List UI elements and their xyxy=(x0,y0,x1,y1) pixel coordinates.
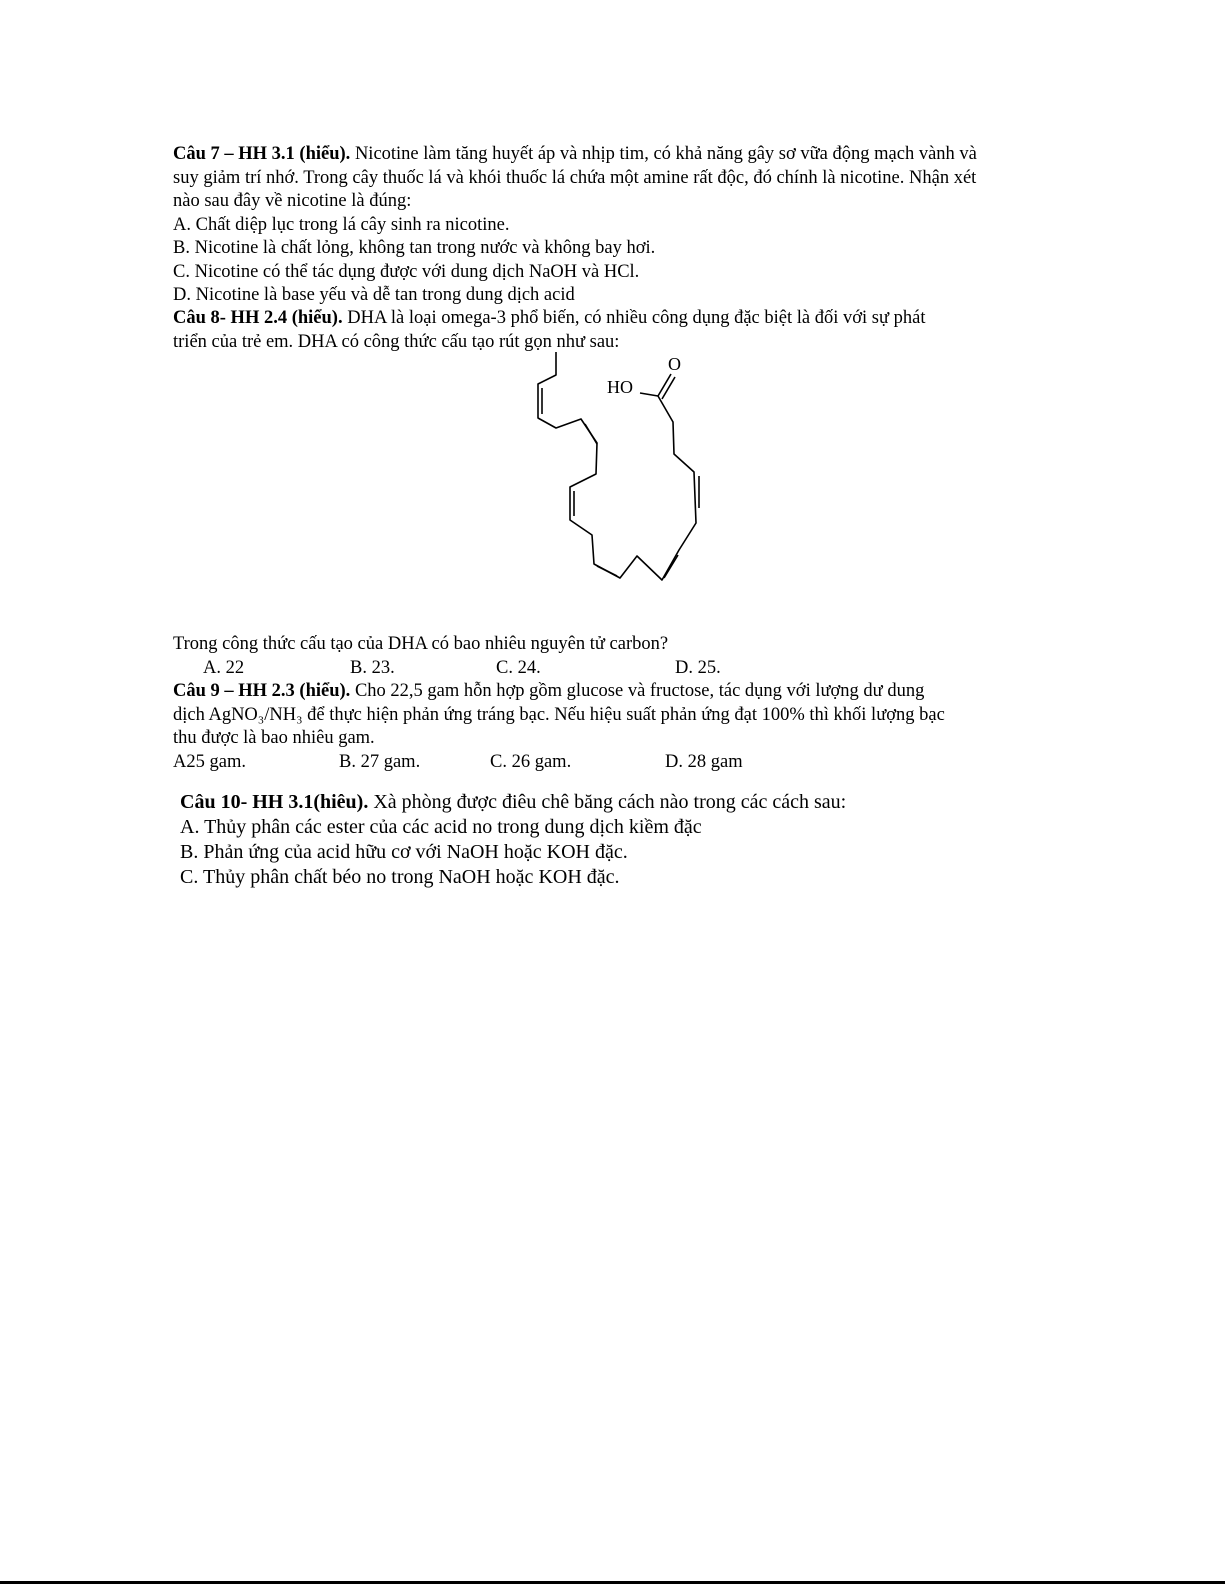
question-8-label: Câu 8- HH 2.4 (hiểu). xyxy=(173,308,343,328)
double-bond-5 xyxy=(664,555,678,578)
question-8-stem-line2: triển của trẻ em. DHA có công thức cấu tạo rút gọn như sau: xyxy=(173,331,620,352)
question-8-continued xyxy=(173,633,1073,680)
question-8-stem: Câu 8- HH 2.4 (hiểu). DHA là loại omega-3 phổ biến, có nhiều công dụng đặc biệt là đối với sự phát xyxy=(173,308,926,328)
question-10-option-b: B. Phản ứng của acid hữu cơ với NaOH hoặc KOH đặc. xyxy=(180,841,628,863)
question-9-option-b: B. 27 gam. xyxy=(339,751,421,772)
question-10-label: Câu 10- HH 3.1(hiêu). xyxy=(180,791,369,813)
question-7-stem-line2: suy giảm trí nhớ. Trong cây thuốc lá và khói thuốc lá chứa một amine rất độc, đó chính là nicotine. Nhận xét xyxy=(173,167,977,188)
question-7-label: Câu 7 – HH 3.1 (hiểu). xyxy=(173,144,351,164)
question-9-stem: Câu 9 – HH 2.3 (hiểu). Cho 22,5 gam hỗn hợp gồm glucose và fructose, tác dụng với lượng dư dung xyxy=(173,681,925,701)
question-8-options xyxy=(173,657,1073,681)
question-9-option-d: D. 28 gam xyxy=(665,751,743,772)
page-bottom-border xyxy=(0,1581,1225,1584)
question-8-option-c: C. 24. xyxy=(496,657,541,678)
question-9-stem-line2: dịch AgNO₃/NH₃ để thực hiện phản ứng tráng bạc. Nếu hiệu suất phản ứng đạt 100% thì khối lượng bạc xyxy=(173,704,945,725)
question-7-option-d: D. Nicotine là base yếu và dễ tan trong dung dịch acid xyxy=(173,285,575,305)
question-8-option-d: D. 25. xyxy=(675,657,721,678)
question-10-option-c: C. Thủy phân chất béo no trong NaOH hoặc KOH đặc. xyxy=(180,866,620,888)
question-9-options xyxy=(173,751,1073,775)
double-bond-2 xyxy=(585,424,597,444)
question-7-stem-line3: nào sau đây về nicotine là đúng: xyxy=(173,191,412,211)
question-7 xyxy=(173,143,1073,308)
question-8-option-b: B. 23. xyxy=(350,657,395,678)
question-8-question: Trong công thức cấu tạo của DHA có bao nhiêu nguyên tử carbon? xyxy=(173,634,669,654)
carbonyl-bond-b xyxy=(662,377,675,399)
dha-structure-diagram xyxy=(520,343,720,588)
question-9-stem-line3: thu được là bao nhiêu gam. xyxy=(173,728,375,748)
hydroxyl-label: HO xyxy=(607,377,633,397)
carbonyl-oxygen-label: O xyxy=(668,354,681,374)
question-10 xyxy=(180,790,1080,890)
double-bond-4 xyxy=(597,566,617,576)
question-7-stem: Câu 7 – HH 3.1 (hiểu). Nicotine làm tăng huyết áp và nhịp tim, có khả năng gây sơ vữa động mạch vành và xyxy=(173,144,977,164)
question-7-option-a: A. Chất diệp lục trong lá cây sinh ra nicotine. xyxy=(173,214,510,235)
question-7-option-c: C. Nicotine có thể tác dụng được với dung dịch NaOH và HCl. xyxy=(173,261,640,282)
question-9-label: Câu 9 – HH 2.3 (hiểu). xyxy=(173,681,351,701)
question-9-option-c: C. 26 gam. xyxy=(490,751,572,772)
question-10-option-a: A. Thủy phân các ester của các acid no trong dung dịch kiềm đặc xyxy=(180,816,702,838)
question-8-option-a: A. 22 xyxy=(203,657,245,678)
question-9 xyxy=(173,680,1073,774)
question-10-stem: Câu 10- HH 3.1(hiêu). Xà phòng được điêu chê băng cách nào trong các cách sau: xyxy=(180,791,847,813)
question-9-option-a: A25 gam. xyxy=(173,751,246,772)
bond-to-ho xyxy=(640,393,658,396)
carbonyl-bond-a xyxy=(658,374,671,396)
question-7-option-b: B. Nicotine là chất lỏng, không tan trong nước và không bay hơi. xyxy=(173,238,656,258)
